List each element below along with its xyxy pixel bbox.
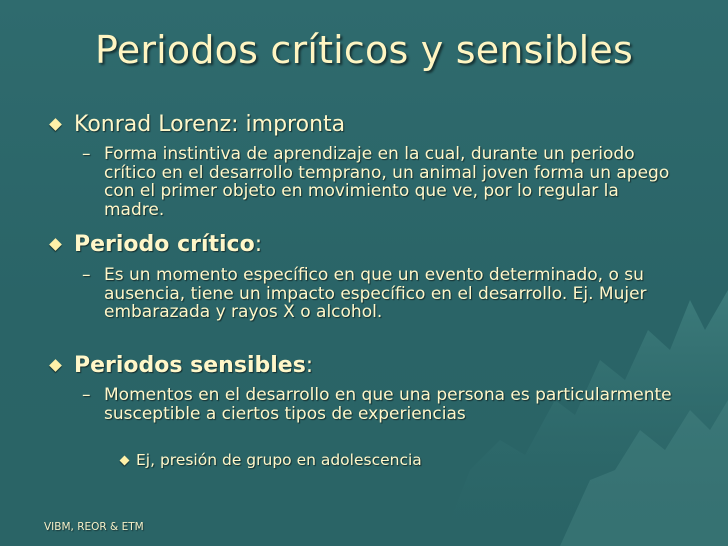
bullet-body-impronta: Forma instintiva de aprendizaje en la cual, durante un periodo crítico en el desarrollo temprano, un animal joven forma un apego con el primer objeto en movimiento que ve, por lo regular la madre.: [104, 144, 670, 220]
diamond-bullet-icon: [49, 118, 62, 131]
bullet-subbody-example: Ej, presión de grupo en adolescencia: [136, 451, 422, 469]
dash-bullet: –: [82, 144, 91, 164]
dash-bullet: –: [82, 385, 91, 405]
bullet-heading-text: Periodo crítico: [74, 232, 255, 257]
diamond-bullet-icon: [49, 359, 62, 372]
slide-title: Periodos críticos y sensibles: [94, 28, 633, 72]
bullet-heading-periodos-sensibles: [74, 354, 694, 378]
diamond-bullet-icon: [120, 456, 130, 466]
slide-footer: VIBM, REOR & ETM: [44, 521, 144, 533]
diamond-bullet-icon: [49, 238, 62, 251]
bullet-body-periodos-sensibles: Momentos en el desarrollo en que una persona es particularmente susceptible a ciertos tipos de experiencias: [104, 385, 672, 424]
bullet-heading-colon: :: [305, 353, 314, 378]
bullet-heading-text: Konrad Lorenz: impronta: [74, 112, 346, 137]
bullet-body-periodo-critico: Es un momento específico en que un evento determinado, o su ausencia, tiene un impacto específico en el desarrollo. Ej. Mujer embarazada y rayos X o alcohol.: [104, 265, 647, 322]
bullet-heading-impronta: [74, 113, 694, 137]
dash-bullet: –: [82, 265, 91, 285]
bullet-heading-text: Periodos sensibles: [74, 353, 306, 378]
bullet-heading-periodo-critico: [74, 233, 694, 257]
bullet-heading-colon: :: [254, 232, 263, 257]
